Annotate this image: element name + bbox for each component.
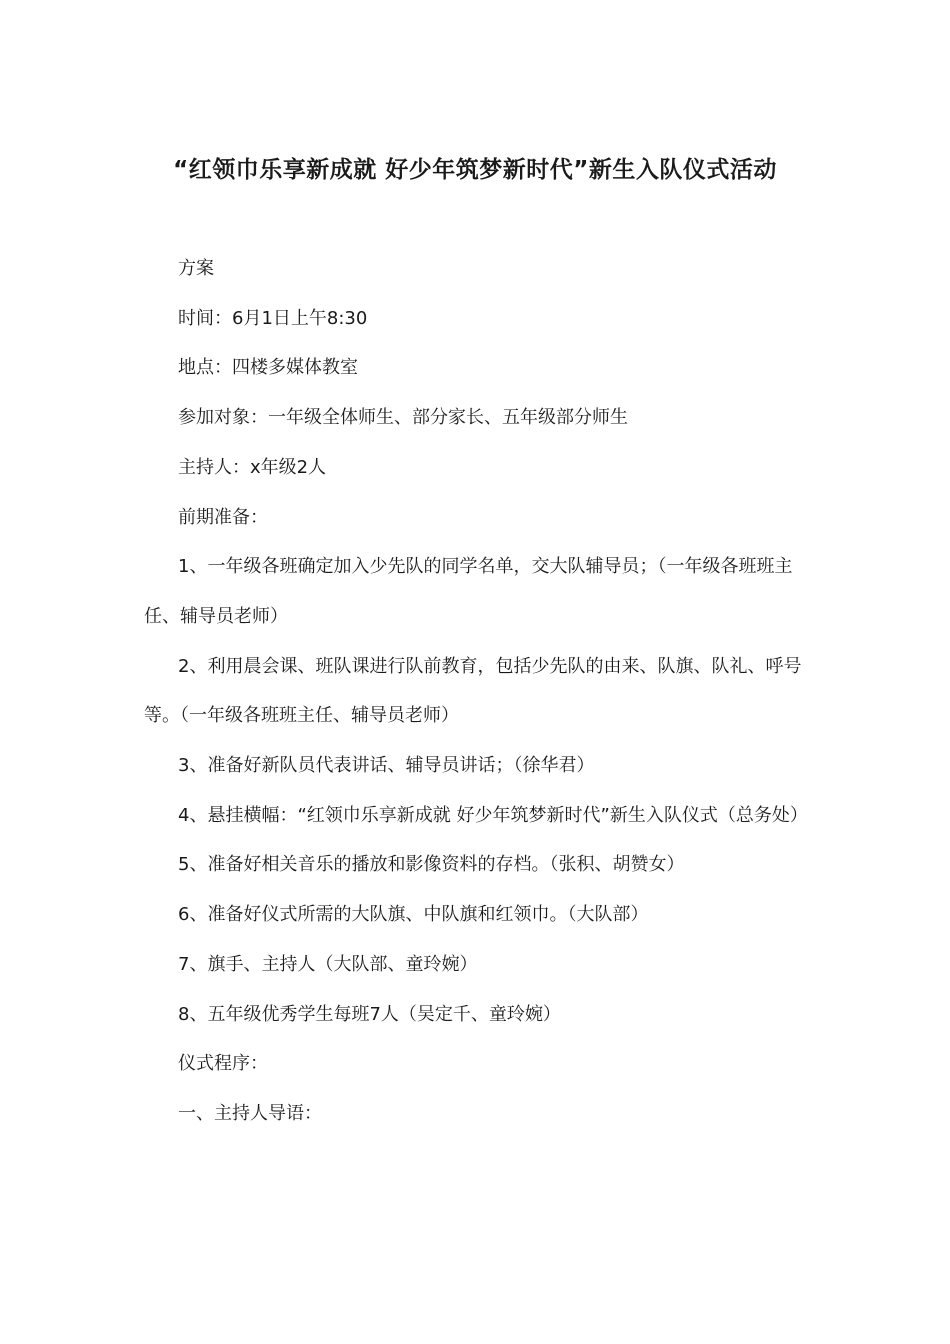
paragraph-plan: 方案 (178, 258, 214, 279)
paragraph-time: 时间：6月1日上午8:30 (178, 307, 368, 329)
paragraph-prep-item-5: 5、准备好相关音乐的播放和影像资料的存档。（张积、胡赞女） (178, 854, 685, 876)
paragraph-host: 主持人：x年级2人 (178, 456, 327, 478)
paragraph-preparation-heading: 前期准备： (178, 506, 268, 528)
document-body (144, 244, 806, 1139)
paragraph-prep-item-1: 1、一年级各班确定加入少先队的同学名单，交大队辅导员；（一年级各班班主任、辅导员老师） (144, 556, 793, 627)
paragraph-prep-item-7: 7、旗手、主持人（大队部、童玲婉） (178, 953, 478, 975)
paragraph-prep-item-2: 2、利用晨会课、班队课进行队前教育，包括少先队的由来、队旗、队礼、呼号等。（一年级各班班主任、辅导员老师） (144, 655, 802, 727)
paragraph-ceremony-heading: 仪式程序： (178, 1053, 268, 1075)
paragraph-ceremony-step-1: 一、主持人导语： (178, 1102, 322, 1124)
paragraph-prep-item-8: 8、五年级优秀学生每班7人（吴定千、童玲婉） (178, 1003, 561, 1025)
document-title: “红领巾乐享新成就 好少年筑梦新时代”新生入队仪式活动 (173, 157, 777, 183)
paragraph-participants: 参加对象：一年级全体师生、部分家长、五年级部分师生 (178, 407, 628, 429)
paragraph-prep-item-6: 6、准备好仪式所需的大队旗、中队旗和红领巾。（大队部） (178, 904, 649, 926)
paragraph-prep-item-3: 3、准备好新队员代表讲话、辅导员讲话；（徐华君） (178, 755, 595, 777)
paragraph-prep-item-4: 4、悬挂横幅：“红领巾乐享新成就 好少年筑梦新时代”新生入队仪式（总务处） (178, 804, 808, 826)
paragraph-location: 地点：四楼多媒体教室 (178, 357, 358, 379)
